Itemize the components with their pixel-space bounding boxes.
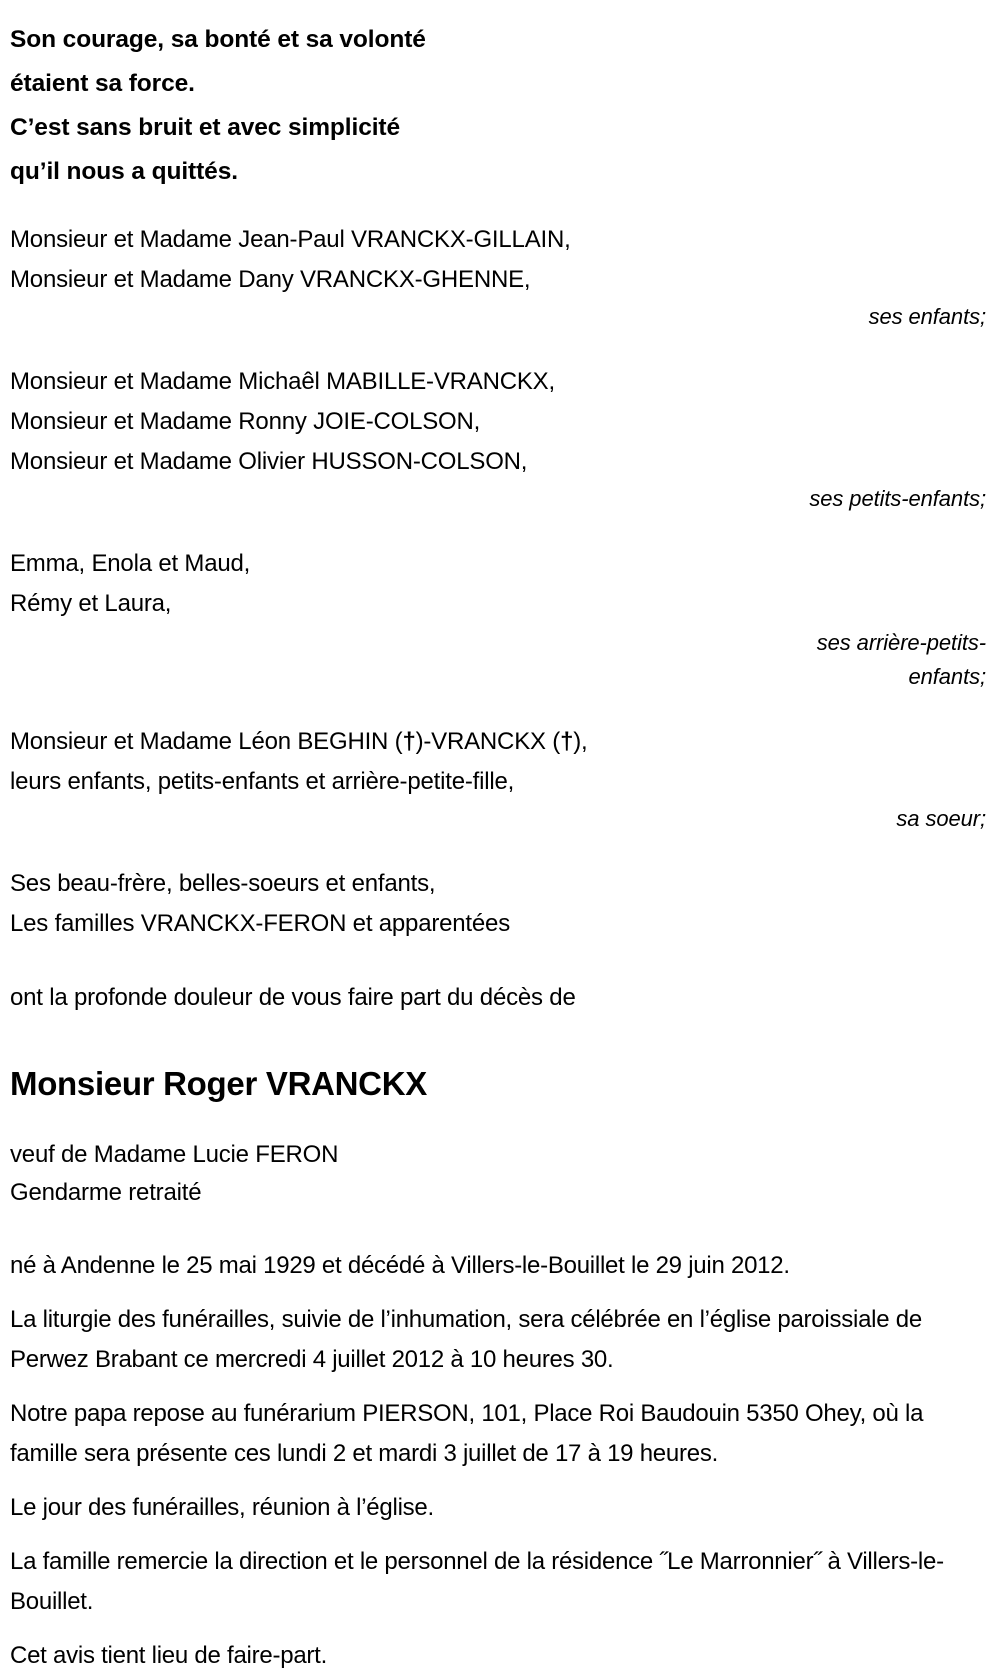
family-name-line: Monsieur et Madame Jean-Paul VRANCKX-GILLAIN, [10,226,571,253]
birth-death-paragraph: né à Andenne le 25 mai 1929 et décédé à Villers-le-Bouillet le 29 juin 2012. [10,1252,790,1279]
family-name-line: Monsieur et Madame Dany VRANCKX-GHENNE, [10,266,531,293]
relation-label-sister: sa soeur; [896,806,986,831]
family-group-great-grandchildren [10,544,986,694]
relation-label-great-grandchildren-line2: enfants; [908,664,986,689]
name-middle: )-VRANCKX ( [415,728,561,755]
family-name-line: Monsieur et Madame Ronny JOIE-COLSON, [10,408,481,435]
family-name-line: Rémy et Laura, [10,590,172,617]
deceased-occupation-line: Gendarme retraité [10,1179,202,1206]
group-spacer [10,342,986,362]
announcement-line: ont la profonde douleur de vous faire part du décès de [10,984,576,1011]
visitation-paragraph: Notre papa repose au funérarium PIERSON, 101, Place Roi Baudouin 5350 Ohey, où la famille sera présente ces lundi 2 et mardi 3 juillet de 17 à 19 heures. [10,1400,924,1467]
family-name-line: leurs enfants, petits-enfants et arrière-petite-fille, [10,768,515,795]
relation-label-children: ses enfants; [868,304,986,329]
verse-line-2: étaient sa force. [10,70,195,97]
verse-line-4: qu’il nous a quittés. [10,158,238,185]
verse-line-1: Son courage, sa bonté et sa volonté [10,26,426,53]
group-spacer [10,524,986,544]
family-group-children [10,220,986,334]
family-group-grandchildren [10,362,986,516]
deceased-name: Monsieur Roger VRANCKX [10,1065,427,1102]
verse-line-3: C’est sans bruit et avec simplicité [10,114,401,141]
thanks-paragraph: La famille remercie la direction et le personnel de la résidence ˝Le Marronnier˝ à Villers-le-Bouillet. [10,1548,944,1615]
name-suffix: ), [573,728,588,755]
deceased-spouse-line: veuf de Madame Lucie FERON [10,1141,339,1168]
family-name-line-beghin [10,722,986,762]
family-name-line: Les familles VRANCKX-FERON et apparentées [10,910,510,937]
family-group-sister [10,722,986,836]
opening-verse [10,10,986,194]
family-listing [10,220,986,944]
group-spacer [10,844,986,864]
notice-paragraph: Cet avis tient lieu de faire-part. [10,1642,327,1669]
family-name-line: Monsieur et Madame Michaêl MABILLE-VRANCKX, [10,368,555,395]
detail-paragraphs [10,1246,986,1676]
dagger-icon: † [402,728,416,755]
family-name-line: Monsieur et Madame Olivier HUSSON-COLSON, [10,448,528,475]
family-name-line: Ses beau-frère, belles-soeurs et enfants, [10,870,436,897]
ceremony-paragraph: La liturgie des funérailles, suivie de l’inhumation, sera célébrée en l’église paroissiale de Perwez Brabant ce mercredi 4 juillet 2012 à 10 heures 30. [10,1306,922,1373]
relation-label-grandchildren: ses petits-enfants; [809,486,986,511]
dagger-icon: † [560,728,574,755]
gathering-paragraph: Le jour des funérailles, réunion à l’église. [10,1494,434,1521]
family-name-line: Emma, Enola et Maud, [10,550,251,577]
family-group-other-relatives [10,864,986,944]
name-prefix: Monsieur et Madame Léon BEGHIN ( [10,728,403,755]
deceased-subinfo [10,1136,986,1212]
relation-label-great-grandchildren-line1: ses arrière-petits- [816,630,986,655]
group-spacer [10,702,986,722]
